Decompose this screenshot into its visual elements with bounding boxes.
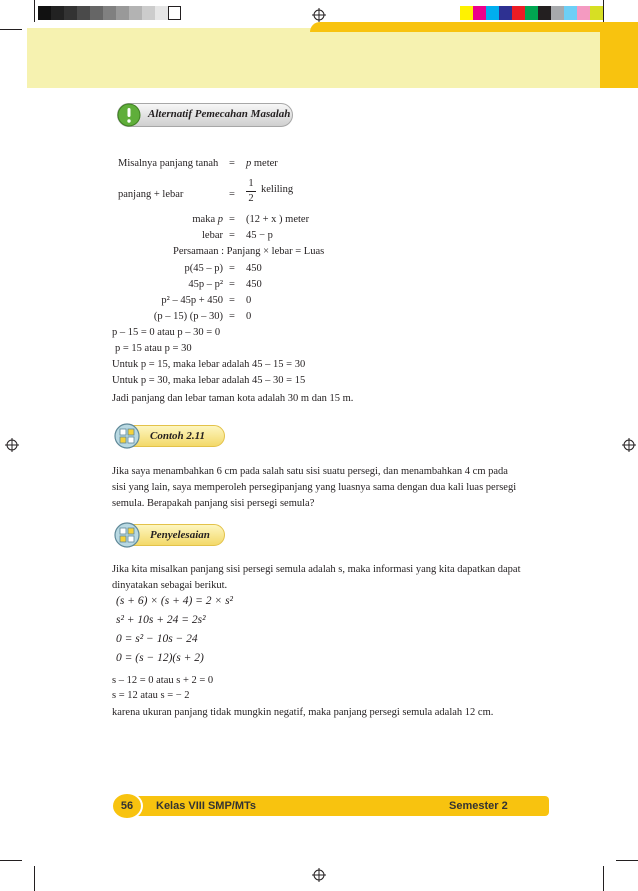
badge-label: Penyelesaian xyxy=(150,529,210,541)
color-swatch xyxy=(590,6,603,20)
sol1-line: lebar xyxy=(202,230,223,241)
sol1-line: 45p – p² xyxy=(188,279,223,290)
page-number: 56 xyxy=(120,800,134,812)
example-line: sisi yang lain, saya memperoleh persegipanjang yang luasnya sama dengan dua kali luas persegi xyxy=(112,482,517,493)
sol1-line: Untuk p = 15, maka lebar adalah 45 – 15 = 30 xyxy=(112,359,306,370)
sol1-line: (12 + x ) meter xyxy=(246,214,310,225)
footer-semester: Semester 2 xyxy=(449,800,508,812)
sol1-line: 450 xyxy=(246,263,262,274)
crop-mark xyxy=(616,860,638,861)
sol1-line: Misalnya panjang tanah xyxy=(118,158,219,169)
solution-line: dinyatakan sebagai berikut. xyxy=(112,580,228,591)
gray-swatch xyxy=(142,6,155,20)
sol1-line: 450 xyxy=(246,279,262,290)
color-swatch xyxy=(473,6,486,20)
registration-mark-icon xyxy=(312,8,326,22)
crop-mark xyxy=(0,29,22,30)
gray-swatch xyxy=(129,6,142,20)
color-swatch xyxy=(486,6,499,20)
gray-swatch xyxy=(77,6,90,20)
fraction-half xyxy=(246,178,256,205)
color-swatch xyxy=(525,6,538,20)
crop-mark xyxy=(603,0,604,22)
badge-alternatif xyxy=(117,103,293,127)
color-swatch xyxy=(538,6,551,20)
header-band xyxy=(27,28,638,88)
sol1-line: p² – 45p + 450 xyxy=(161,295,223,306)
math-line: 0 = (s − 12)(s + 2) xyxy=(116,652,204,664)
sol1-eq: = xyxy=(229,230,235,241)
denominator: 2 xyxy=(248,193,254,204)
footer-book-title: Kelas VIII SMP/MTs xyxy=(156,800,257,812)
sol1-line: panjang + lebar xyxy=(118,189,184,200)
registration-mark-icon xyxy=(5,438,19,452)
color-swatch xyxy=(564,6,577,20)
numerator: 1 xyxy=(248,178,254,189)
color-swatch xyxy=(512,6,525,20)
puzzle-icon xyxy=(113,521,141,549)
sol1-line: p(45 – p) xyxy=(184,263,223,274)
sol1-line: 0 xyxy=(246,295,252,306)
registration-mark-icon xyxy=(622,438,636,452)
gray-swatch xyxy=(90,6,103,20)
sol1-line: 45 − p xyxy=(246,230,273,241)
color-swatch xyxy=(460,6,473,20)
math-line: s² + 10s + 24 = 2s² xyxy=(116,614,206,626)
color-swatch xyxy=(551,6,564,20)
sol1-eq: = xyxy=(229,295,235,306)
math-line: (s + 6) × (s + 4) = 2 × s² xyxy=(116,595,233,607)
sol1-line: Persamaan : Panjang × lebar = Luas xyxy=(173,246,325,257)
color-swatch xyxy=(499,6,512,20)
sol1-line: p = 15 atau p = 30 xyxy=(115,343,192,354)
sol1-line: keliling xyxy=(261,184,294,195)
gray-swatch xyxy=(103,6,116,20)
sol1-eq: = xyxy=(229,311,235,322)
unit: meter xyxy=(253,158,278,169)
gray-swatch xyxy=(51,6,64,20)
registration-mark-icon xyxy=(312,868,326,882)
gray-swatch xyxy=(168,6,181,20)
header-edge xyxy=(600,28,638,88)
sol1-line: Untuk p = 30, maka lebar adalah 45 – 30 = 15 xyxy=(112,375,306,386)
badge-label: Alternatif Pemecahan Masalah xyxy=(148,108,291,120)
sol1-line xyxy=(246,157,278,170)
sol1-eq: = xyxy=(229,158,235,169)
crop-mark xyxy=(0,860,22,861)
color-swatch xyxy=(577,6,590,20)
solution-line: Jika kita misalkan panjang sisi persegi semula adalah s, maka informasi yang kita dapatkan dapat xyxy=(112,564,521,575)
badge-label: Contoh 2.11 xyxy=(150,430,206,442)
sol1-line xyxy=(120,213,223,226)
sol1-eq: = xyxy=(229,279,235,290)
fraction-bar xyxy=(246,191,256,192)
exclamation-icon xyxy=(116,102,142,128)
var-p: p xyxy=(246,158,252,169)
example-line: semula. Berapakah panjang sisi persegi semula? xyxy=(112,498,315,509)
math-line: 0 = s² − 10s − 24 xyxy=(116,633,198,645)
puzzle-icon xyxy=(113,422,141,450)
word-maka: maka xyxy=(192,214,216,225)
gray-swatch xyxy=(116,6,129,20)
sol1-line: Jadi panjang dan lebar taman kota adalah 30 m dan 15 m. xyxy=(112,393,354,404)
sol1-eq: = xyxy=(229,263,235,274)
gray-swatch xyxy=(155,6,168,20)
crop-mark xyxy=(34,0,35,22)
crop-mark xyxy=(34,866,35,891)
solution-line: s = 12 atau s = − 2 xyxy=(112,690,190,701)
header-tab xyxy=(310,22,638,32)
gray-swatch xyxy=(38,6,51,20)
var-p: p xyxy=(217,214,223,225)
solution-line: s – 12 = 0 atau s + 2 = 0 xyxy=(112,675,214,686)
gray-swatch xyxy=(64,6,77,20)
sol1-line: 0 xyxy=(246,311,252,322)
sol1-line: (p – 15) (p – 30) xyxy=(153,311,223,322)
crop-mark xyxy=(603,866,604,891)
example-line: Jika saya menambahkan 6 cm pada salah satu sisi suatu persegi, dan menambahkan 4 cm pada xyxy=(112,466,508,477)
solution-line: karena ukuran panjang tidak mungkin negatif, maka panjang persegi semula adalah 12 cm. xyxy=(112,707,494,718)
sol1-line: p – 15 = 0 atau p – 30 = 0 xyxy=(112,327,221,338)
sol1-eq: = xyxy=(229,189,235,200)
color-bars xyxy=(460,6,603,20)
grayscale-bars xyxy=(38,6,181,20)
sol1-eq: = xyxy=(229,214,235,225)
